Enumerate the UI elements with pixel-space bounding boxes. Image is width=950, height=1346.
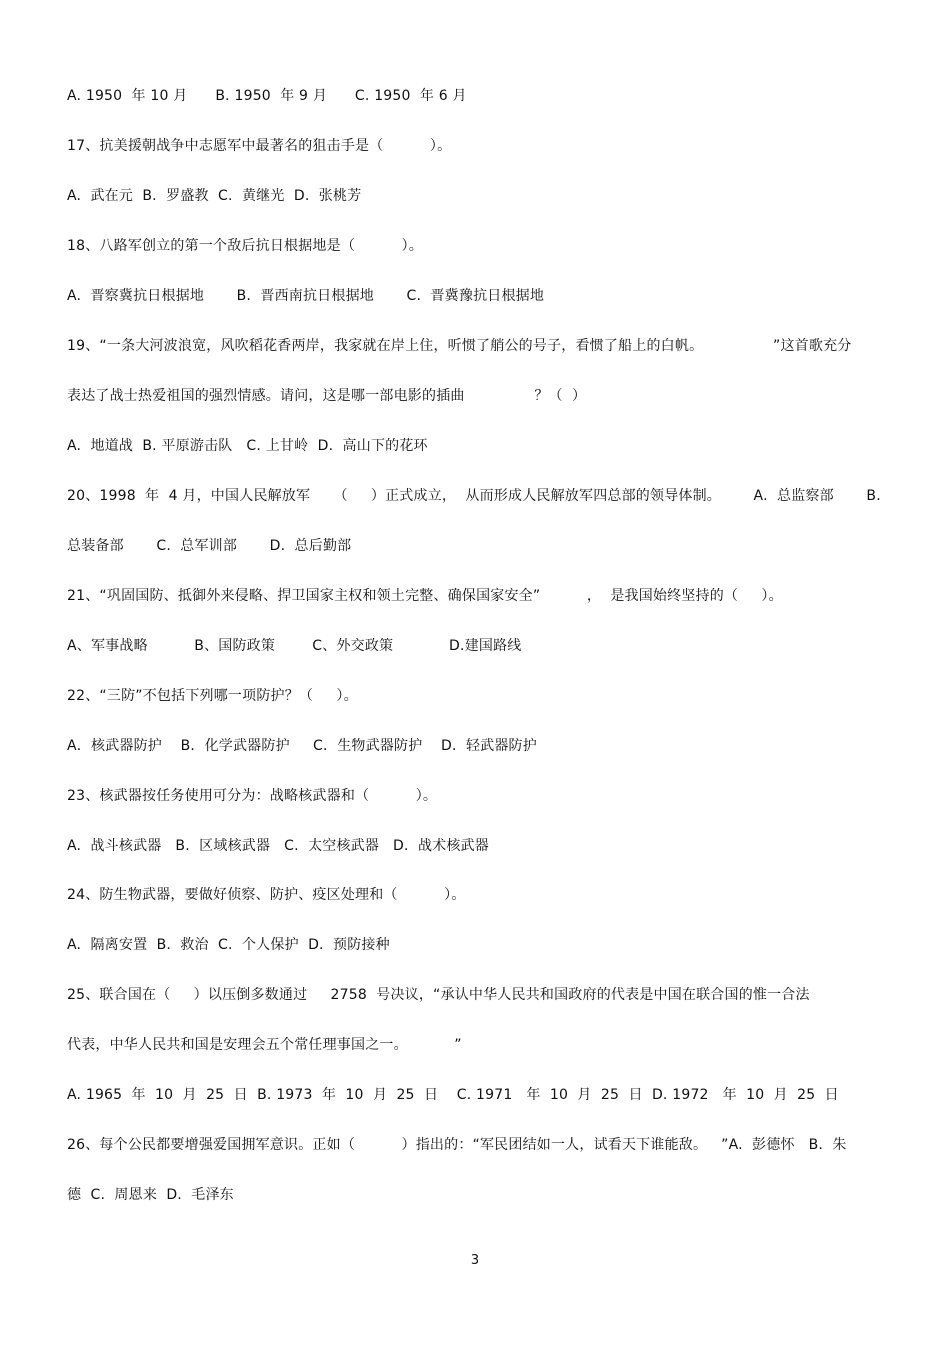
question-25-line-2: 代表，中华人民共和国是安理会五个常任理事国之一。 ” [67, 1037, 462, 1053]
question-22: 22、“三防”不包括下列哪一项防护？（ ）。 [67, 688, 358, 704]
question-21: 21、“巩固国防、抵御外来侵略、捍卫国家主权和领土完整、确保国家安全” ， 是我国始终坚持的（ ）。 [67, 588, 783, 604]
question-18: 18、八路军创立的第一个敌后抗日根据地是（ ）。 [67, 238, 423, 254]
question-20-line-2: 总装备部 C. 总军训部 D. 总后勤部 [67, 538, 352, 554]
option-line-25: A. 1965 年 10 月 25 日 B. 1973 年 10 月 25 日 C. 1971 年 10 月 25 日 D. 1972 年 10 月 25 日 [67, 1087, 839, 1103]
page-number: 3 [470, 1253, 480, 1268]
question-19-line-2: 表达了战士热爱祖国的强烈情感。请问，这是哪一部电影的插曲 ？（ ） [67, 388, 587, 404]
question-25-line-1: 25、联合国在（ ）以压倒多数通过 2758 号决议，“承认中华人民共和国政府的代表是中国在联合国的惟一合法 [67, 987, 810, 1003]
option-line-23: A. 战斗核武器 B. 区域核武器 C. 太空核武器 D. 战术核武器 [67, 838, 489, 854]
option-line-21: A、军事战略 B、国防政策 C、外交政策 D.建国路线 [67, 638, 522, 654]
option-line-17: A. 武在元 B. 罗盛教 C. 黄继光 D. 张桃芳 [67, 188, 362, 204]
option-line-19: A. 地道战 B. 平原游击队 C. 上甘岭 D. 高山下的花环 [67, 438, 428, 454]
question-17: 17、抗美援朝战争中志愿军中最著名的狙击手是（ ）。 [67, 138, 452, 154]
option-line-16: A. 1950 年 10 月 B. 1950 年 9 月 C. 1950 年 6 月 [67, 88, 467, 104]
option-line-18: A. 晋察冀抗日根据地 B. 晋西南抗日根据地 C. 晋冀豫抗日根据地 [67, 288, 545, 304]
question-19-line-1: 19、“一条大河波浪宽，风吹稻花香两岸，我家就在岸上住，听惯了艄公的号子，看惯了船上的白帆。 ”这首歌充分 [67, 338, 852, 354]
question-24: 24、防生物武器，要做好侦察、防护、疫区处理和（ ）。 [67, 887, 466, 903]
option-line-24: A. 隔离安置 B. 救治 C. 个人保护 D. 预防接种 [67, 937, 390, 953]
question-23: 23、核武器按任务使用可分为：战略核武器和（ ）。 [67, 788, 438, 804]
option-line-22: A．核武器防护 B．化学武器防护 C．生物武器防护 D. 轻武器防护 [67, 738, 537, 754]
question-26-line-2: 德 C. 周恩来 D. 毛泽东 [67, 1187, 234, 1203]
question-20-line-1: 20、1998 年 4 月，中国人民解放军 （ ）正式成立， 从而形成人民解放军四总部的领导体制。 A. 总监察部 B. [67, 488, 881, 504]
question-26-line-1: 26、每个公民都要增强爱国拥军意识。正如（ ）指出的：“军民团结如一人，试看天下谁能敌。 ”A. 彭德怀 B. 朱 [67, 1137, 847, 1153]
